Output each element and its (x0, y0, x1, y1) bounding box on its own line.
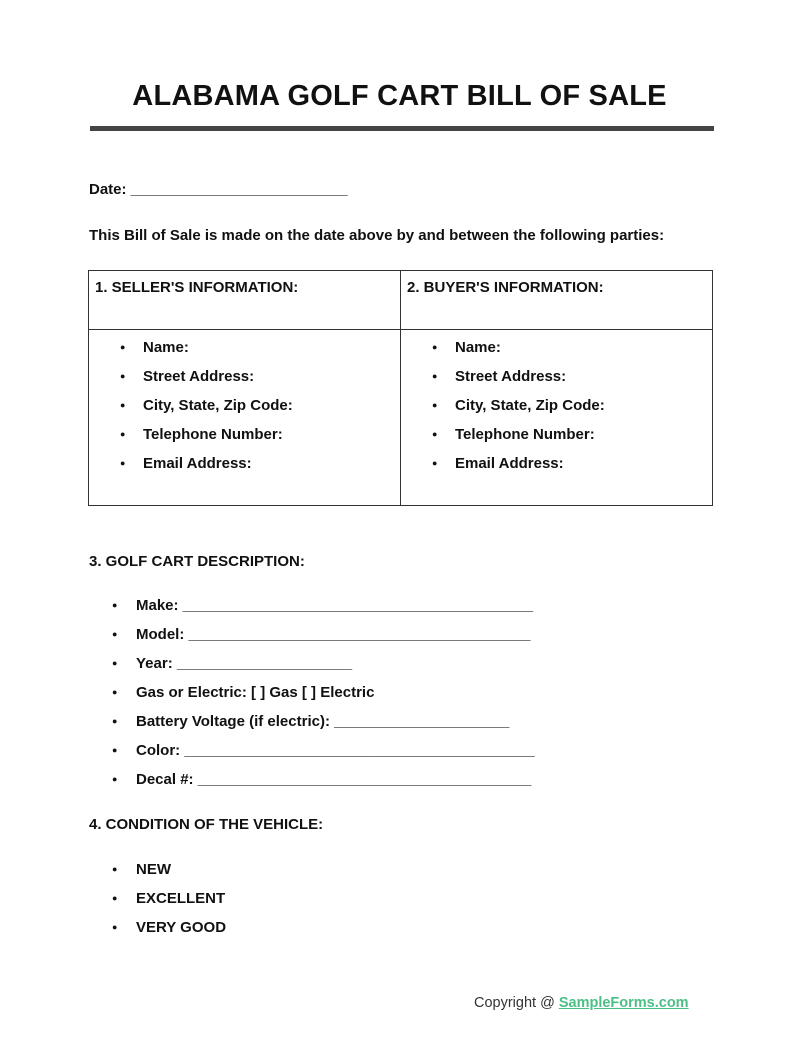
list-item: ● Gas or Electric: [ ] Gas [ ] Electric (136, 678, 535, 707)
list-item: ● Street Address: (143, 362, 400, 391)
copyright-text: Copyright @ (474, 995, 559, 1011)
list-item: ● Battery Voltage (if electric): _____________________ (136, 707, 535, 736)
buyer-fields (401, 330, 713, 506)
description-heading: 3. GOLF CART DESCRIPTION: (89, 553, 305, 570)
page-title: ALABAMA GOLF CART BILL OF SALE (132, 80, 667, 112)
list-item: ● City, State, Zip Code: (143, 391, 400, 420)
intro-text: This Bill of Sale is made on the date above by and between the following parties: (89, 227, 665, 244)
list-item: ● VERY GOOD (136, 913, 226, 942)
condition-heading: 4. CONDITION OF THE VEHICLE: (89, 816, 324, 833)
date-field: Date: __________________________ (89, 181, 348, 198)
parties-table (88, 270, 713, 506)
seller-heading: 1. SELLER'S INFORMATION: (89, 271, 401, 330)
condition-list (136, 855, 226, 942)
list-item: ● Email Address: (143, 449, 400, 478)
list-item: ● Make: __________________________________________ (136, 591, 535, 620)
list-item: ● Name: (143, 333, 400, 362)
list-item: ● Street Address: (455, 362, 712, 391)
copyright-footer (474, 995, 689, 1011)
list-item: ● Color: __________________________________________ (136, 736, 535, 765)
buyer-heading: 2. BUYER'S INFORMATION: (401, 271, 713, 330)
list-item: ● Telephone Number: (143, 420, 400, 449)
list-item: ● Model: _________________________________________ (136, 620, 535, 649)
list-item: ● Telephone Number: (455, 420, 712, 449)
list-item: ● Email Address: (455, 449, 712, 478)
list-item: ● Name: (455, 333, 712, 362)
list-item: ● NEW (136, 855, 226, 884)
seller-fields (89, 330, 401, 506)
description-list (136, 591, 535, 794)
list-item: ● Year: _____________________ (136, 649, 535, 678)
brand-link[interactable]: SampleForms.com (558, 995, 689, 1011)
title-divider (90, 126, 714, 131)
list-item: ● City, State, Zip Code: (455, 391, 712, 420)
list-item: ● Decal #: ________________________________________ (136, 765, 535, 794)
list-item: ● EXCELLENT (136, 884, 226, 913)
